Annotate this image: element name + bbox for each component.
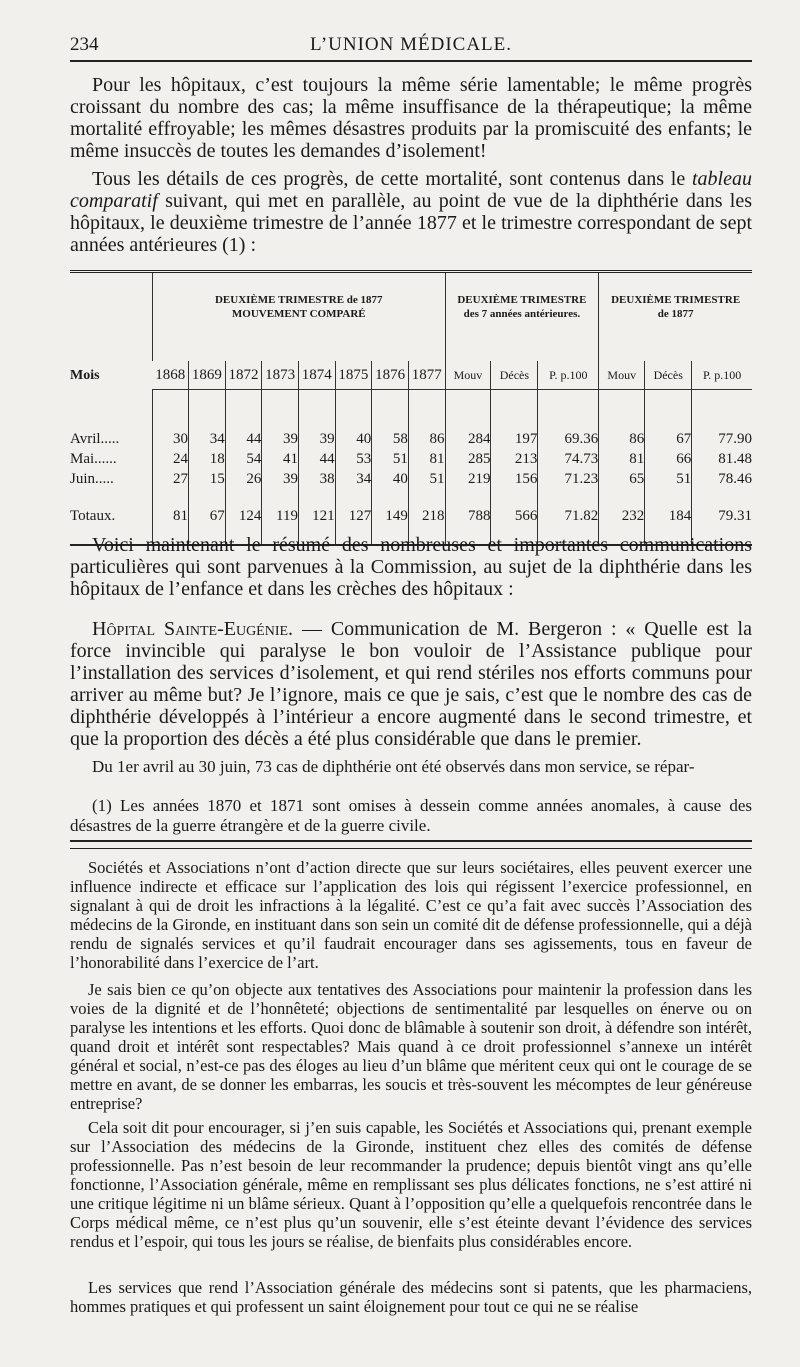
col-header: Décès bbox=[491, 361, 538, 390]
col-header: 1868 bbox=[153, 361, 189, 390]
col-header: 1874 bbox=[298, 361, 335, 390]
paragraph-details: Tous les détails de ces progrès, de cette mortalité, sont contenus dans le tableau comparatif suivant, qui met en parallèle, au point de vue de la diphthérie dans les hôpitaux, le deuxième trimestre de l’année 1877 et le trimestre correspondant de sept années antérieures (1) : bbox=[70, 168, 752, 256]
paragraph-hospitals: Pour les hôpitaux, c’est toujours la même série lamentable; le même progrès croissant du nombre des cas; la même insuffisance de la thérapeutique; la même mortalité effroyable; les mêmes désastres produits par la promiscuité des enfants; le même insuccès de toutes les demandes d’isolement! bbox=[70, 74, 752, 162]
paragraph-sainte-eugenie: Hôpital Sainte-Eugénie. — Communication de M. Bergeron : « Quelle est la force invincible qui paralyse le bon vouloir de l’Assistance publique pour l’installation des services d’isolement, et qui rend stériles nos efforts communs pour arriver au même but? Je l’ignore, mais ce que je sais, c’est que le nombre des cas de diphthérie développés à l’intérieur a encore augmenté dans le second trimestre, et que la proportion des décès a été plus considérable que dans le premier. bbox=[70, 618, 752, 750]
feuilleton-paragraph-2: Je sais bien ce qu’on objecte aux tentatives des Associations pour maintenir la profession dans les voies de la dignité et de l’honnêteté; objections de sentimentalité par lesquelles on énerve ou on paralyse les intentions et les efforts. Quoi donc de blâmable à soutenir son droit, à défendre son intérêt, quand droit et intérêt sont respectables? Mais quand à ce droit professionnel s’annexe un intérêt général et social, n’est-ce pas des éloges au lieu d’un blâme que méritent ceux qui ont le courage de se mettre en avant, de se donner les embarras, les soucis et très-souvent les mécomptes de leur généreuse entreprise? bbox=[70, 980, 752, 1113]
paragraph-summary: Voici maintenant le résumé des nombreuses et importantes communications particulières qui sont parvenues à la Commission, au sujet de la diphthérie dans les hôpitaux de l’enfance et dans les crèches des hôpitaux : bbox=[70, 534, 752, 600]
col-header: 1875 bbox=[335, 361, 372, 390]
totals-row: Totaux. 81 67 124 119 121 127 149 218 788 566 71.82 232 184 79.31 bbox=[70, 490, 752, 545]
footnote: (1) Les années 1870 et 1871 sont omises à dessein comme années anomales, à cause des désastres de la guerre étrangère et de la guerre civile. bbox=[70, 796, 752, 835]
feuilleton-paragraph-3: Cela soit dit pour encourager, si j’en suis capable, les Sociétés et Associations qui, prenant exemple sur l’Association des médecins de la Gironde, instituent chez elles des comités de défense professionnelle. Pas n’est besoin de leur recommander la prudence; depuis bientôt vingt ans qu’elle fonctionne, l’Association générale, même en remplissant ses plus délicates fonctions, ne s’est attiré ni une critique légitime ni un blâme sérieux. Quant à l’opposition qu’elle a quelquefois rencontrée dans le Corps médical même, ce n’est plus qu’un souvenir, elle s’est éteinte devant l’évidence des services rendus et l’espoir, qui tous les jours se réalise, de bienfaits plus considérables encore. bbox=[70, 1118, 752, 1251]
col-header: Mouv bbox=[599, 361, 645, 390]
col-header: Mouv bbox=[445, 361, 491, 390]
mois-header: Mois bbox=[70, 367, 100, 383]
paragraph-cases: Du 1er avril au 30 juin, 73 cas de diphthérie ont été observés dans mon service, se répar- bbox=[92, 757, 695, 776]
journal-title: L’UNION MÉDICALE. bbox=[309, 34, 513, 55]
col-header: P. p.100 bbox=[692, 361, 752, 390]
column-header-row bbox=[70, 361, 752, 390]
group-header-1877-comparison: DEUXIÈME TRIMESTRE de 1877 MOUVEMENT COMPARÉ bbox=[153, 272, 446, 362]
page-number: 234 bbox=[70, 34, 99, 55]
page-header bbox=[70, 30, 752, 62]
table-row: Juin..... 27 15 26 39 38 34 40 51 219 156 71.23 65 51 78.46 bbox=[70, 470, 752, 490]
col-header: 1869 bbox=[189, 361, 226, 390]
table-row: Avril..... 30 34 44 39 39 40 58 86 284 197 69.36 86 67 77.90 bbox=[70, 430, 752, 450]
emphasis-tableau: tableau comparatif bbox=[70, 168, 752, 212]
col-header: 1872 bbox=[225, 361, 262, 390]
feuilleton-paragraph-1: Sociétés et Associations n’ont d’action directe que sur leurs sociétaires, elles peuvent exercer une influence indirecte et efficace sur l’application des lois qui régissent l’exercice professionnel, en signalant à qui de droit les infractions à la légalité. C’est ce qu’a fait avec succès l’Association des médecins de la Gironde, en instituant dans son sein un comité dit de défense professionnelle, qui a déjà rendu de signalés services et qu’il faudrait encourager dans ses agissements, tous en faveur de l’honorabilité dans l’exercice de l’art. bbox=[70, 858, 752, 972]
group-header-1877: DEUXIÈME TRIMESTRE de 1877 bbox=[599, 272, 752, 362]
col-header: 1876 bbox=[372, 361, 409, 390]
col-header: P. p.100 bbox=[538, 361, 599, 390]
section-divider bbox=[70, 840, 752, 849]
feuilleton-paragraph-4: Les services que rend l’Association générale des médecins sont si patents, que les pharmaciens, hommes pratiques et qui professent un saint éloignement pour tout ce qui ne se réalise bbox=[70, 1278, 752, 1316]
section-heading: Hôpital Sainte-Eugénie. bbox=[92, 618, 294, 640]
table-row: Mai...... 24 18 54 41 44 53 51 81 285 213 74.73 81 66 81.48 bbox=[70, 450, 752, 470]
col-header: Décès bbox=[645, 361, 692, 390]
col-header: 1873 bbox=[262, 361, 299, 390]
col-header: 1877 bbox=[408, 361, 445, 390]
comparative-table bbox=[70, 270, 752, 546]
group-header-seven-years: DEUXIÈME TRIMESTRE des 7 années antérieures. bbox=[445, 272, 599, 362]
